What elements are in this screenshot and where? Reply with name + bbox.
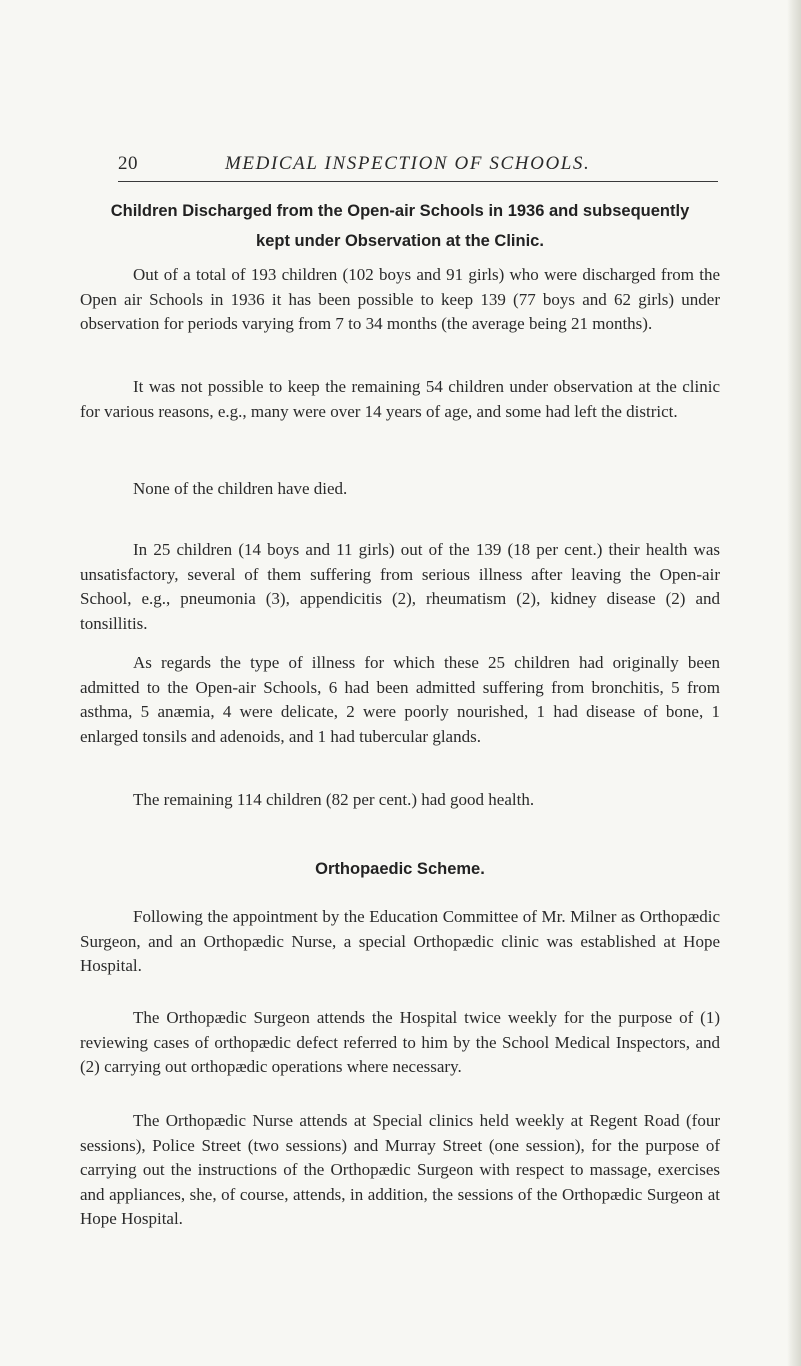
paragraph-none-died: None of the children have died. [133, 479, 348, 498]
paragraph-orthopaedic-appointment: Following the appointment by the Education Committee of Mr. Milner as Orthopædic Surgeon, and an Orthopædic Nurse, a special Orthopædic clinic was established at Hope Hospital. [80, 907, 720, 975]
paragraph-orthopaedic-surgeon: The Orthopædic Surgeon attends the Hospital twice weekly for the purpose of (1) reviewing cases of orthopædic defect referred to him by the School Medical Inspectors, and (2) carrying out orthopædic operations where necessary. [80, 1008, 720, 1076]
paragraph-good-health: The remaining 114 children (82 per cent.) had good health. [133, 790, 535, 809]
paragraph-unsatisfactory-health: In 25 children (14 boys and 11 girls) out of the 139 (18 per cent.) their health was unsatisfactory, several of them suffering from serious illness after leaving the Open-air School, e.g., pneumonia (3), appendicitis (2), rheumatism (2), kidney disease (2) and tonsillitis. [80, 540, 720, 633]
paragraph-orthopaedic-nurse: The Orthopædic Nurse attends at Special clinics held weekly at Regent Road (four sessions), Police Street (two sessions) and Murray Street (one session), for the purpose of carrying out the instructions of the Orthopædic Surgeon with respect to massage, exercises and appliances, she, of course, attends, in addition, the sessions of the Orthopædic Surgeon at Hope Hospital. [80, 1111, 720, 1228]
section-heading-orthopaedic: Orthopaedic Scheme. [315, 860, 485, 878]
page-edge-shadow [787, 0, 801, 1366]
paragraph-discharged-total: Out of a total of 193 children (102 boys and 91 girls) who were discharged from the Open air Schools in 1936 it has been possible to keep 139 (77 boys and 62 girls) under observation for periods varying from 7 to 34 months (the average being 21 months). [80, 265, 720, 333]
page-number: 20 [118, 153, 138, 174]
running-header [118, 153, 718, 182]
paragraph-illness-types: As regards the type of illness for which these 25 children had originally been admitted to the Open-air Schools, 6 had been admitted suffering from bronchitis, 5 from asthma, 5 anæmia, 4 were delicate, 2 were poorly nourished, 1 had disease of bone, 1 enlarged tonsils and adenoids, and 1 had tubercular glands. [80, 653, 720, 746]
running-title: MEDICAL INSPECTION OF SCHOOLS. [225, 153, 591, 174]
paragraph-not-observed: It was not possible to keep the remaining 54 children under observation at the clinic for various reasons, e.g., many were over 14 years of age, and some had left the district. [80, 377, 720, 421]
section-heading-line-2: kept under Observation at the Clinic. [256, 232, 544, 250]
section-heading-discharged [70, 196, 730, 256]
section-heading-line-1: Children Discharged from the Open-air Schools in 1936 and subsequently [110, 202, 690, 220]
